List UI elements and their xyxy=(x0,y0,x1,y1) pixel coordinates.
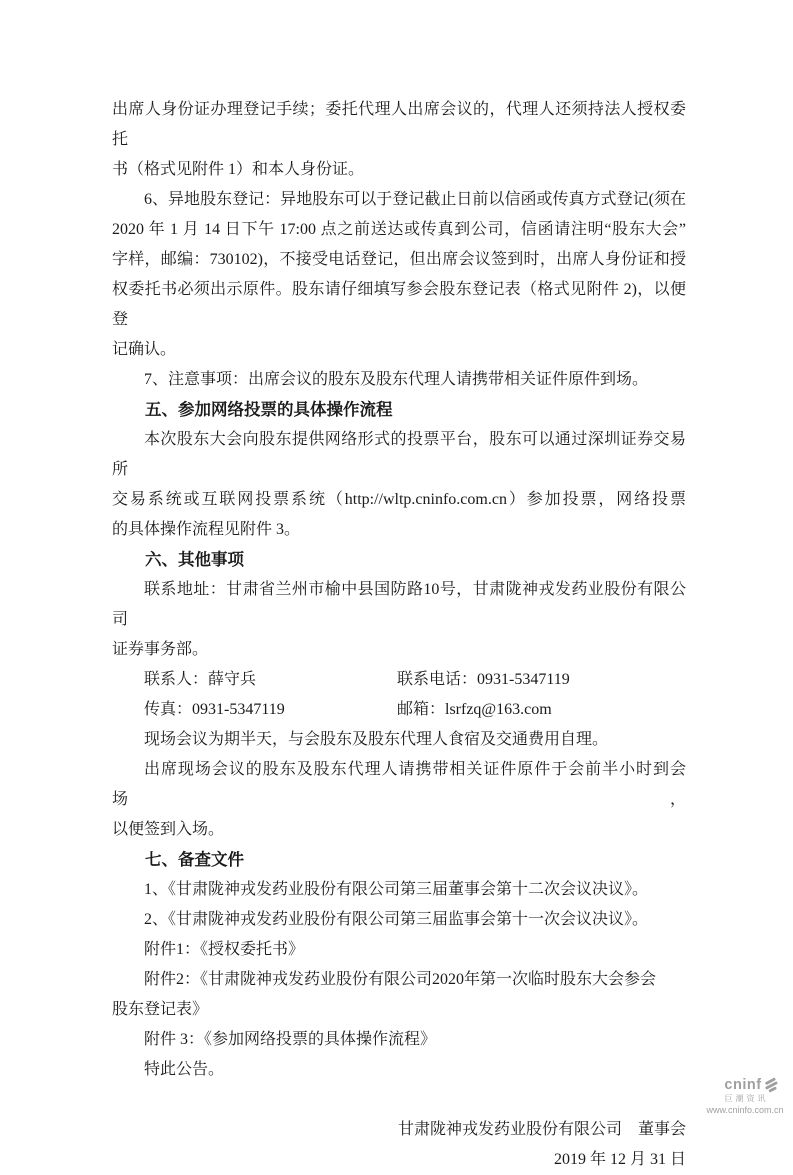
text-line: 记确认。 xyxy=(112,341,177,358)
text-line: 附件2：《甘肃陇神戎发药业股份有限公司2020年第一次临时股东大会参会 xyxy=(144,971,657,988)
text-line: 字样，邮编：730102)，不接受电话登记，但出席会议签到时，出席人身份证和授 xyxy=(112,251,686,268)
text-line: 股东登记表》 xyxy=(112,1001,209,1018)
text-line: 证券事务部。 xyxy=(112,641,209,658)
contact-col-2: 邮箱：lsrfzq@163.com xyxy=(397,701,552,718)
text-line: 书（格式见附件 1）和本人身份证。 xyxy=(112,161,365,178)
signature-date: 2019 年 12 月 31 日 xyxy=(553,1151,686,1168)
text-line: 1、《甘肃陇神戎发药业股份有限公司第三届董事会第十二次会议决议》。 xyxy=(144,881,649,898)
contact-col-2: 联系电话：0931-5347119 xyxy=(397,671,570,688)
signature-company: 甘肃陇神戎发药业股份有限公司 董事会 xyxy=(397,1121,686,1138)
text-line: 出席人身份证办理登记手续；委托代理人出席会议的，代理人还须持法人授权委托 xyxy=(112,101,686,148)
text-line: 6、异地股东登记：异地股东可以于登记截止日前以信函或传真方式登记(须在 xyxy=(144,191,686,208)
cninfo-watermark xyxy=(701,1078,789,1115)
text-line: 联系地址：甘肃省兰州市榆中县国防路10号，甘肃陇神戎发药业股份有限公司 xyxy=(112,581,686,628)
cninfo-brand-text: cninf xyxy=(724,1077,762,1094)
text-line: 7、注意事项：出席会议的股东及股东代理人请携带相关证件原件到场。 xyxy=(144,371,649,388)
text-line: 附件1：《授权委托书》 xyxy=(144,941,305,958)
text-line: 2020 年 1 月 14 日下午 17:00 点之前送达或传真到公司，信函请注明“股东大会” xyxy=(112,221,686,238)
text-line: 权委托书必须出示原件。股东请仔细填写参会股东登记表（格式见附件 2)，以便登 xyxy=(112,281,686,328)
text-line: 交易系统或互联网投票系统（http://wltp.cninfo.com.cn）参加投票，网络投票 xyxy=(112,491,686,508)
text-line: 附件 3：《参加网络投票的具体操作流程》 xyxy=(144,1031,437,1048)
section-heading-7: 七、备查文件 xyxy=(145,851,244,869)
text-line: 的具体操作流程见附件 3。 xyxy=(112,521,301,538)
contact-col-1: 联系人：薛守兵 xyxy=(144,671,257,688)
text-line: 现场会议为期半天，与会股东及股东代理人食宿及交通费用自理。 xyxy=(144,731,609,748)
cninfo-brand-row xyxy=(701,1078,789,1093)
text-block xyxy=(112,95,686,1175)
cninfo-swirl-icon xyxy=(763,1078,780,1093)
cninfo-chinese-name: 巨潮资讯 xyxy=(724,1094,769,1103)
section-heading-6: 六、其他事项 xyxy=(145,551,244,569)
contact-col-1: 传真：0931-5347119 xyxy=(144,701,285,718)
text-line: 出席现场会议的股东及股东代理人请携带相关证件原件于会前半小时到会场， xyxy=(112,761,686,808)
text-line: 本次股东大会向股东提供网络形式的投票平台，股东可以通过深圳证券交易所 xyxy=(112,431,686,478)
text-line: 特此公告。 xyxy=(144,1061,225,1078)
section-heading-5: 五、参加网络投票的具体操作流程 xyxy=(145,401,393,419)
text-line: 2、《甘肃陇神戎发药业股份有限公司第三届监事会第十一次会议决议》。 xyxy=(144,911,649,928)
blank-line xyxy=(112,1085,686,1115)
text-line: 以便签到入场。 xyxy=(112,821,225,838)
contact-row-person-phone xyxy=(112,665,686,695)
cninfo-url: www.cninfo.com.cn xyxy=(706,1105,784,1115)
contact-row-fax-email xyxy=(112,695,686,725)
